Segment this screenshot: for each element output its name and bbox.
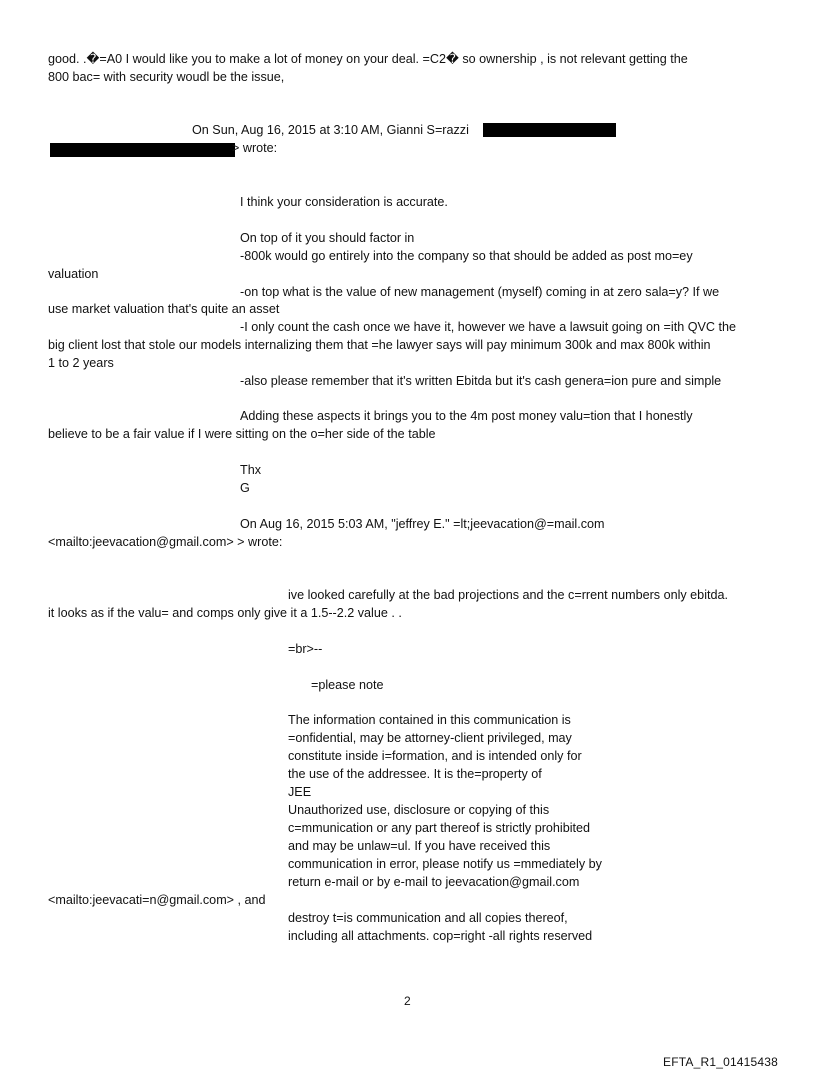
reply1-paragraph: I think your consideration is accurate. (240, 195, 448, 209)
disclaimer-heading: =please note (311, 678, 384, 692)
disclaimer-line: and may be unlaw=ul. If you have received this (288, 839, 551, 853)
redaction-block (483, 123, 616, 137)
header-line-1: good. .�=A0 I would like you to make a lot of money on your deal. =C2� so ownership , is not relevant getting the (48, 52, 688, 66)
reply1-paragraph: -800k would go entirely into the company so that should be added as post mo=ey (240, 249, 693, 263)
reply1-paragraph: -I only count the cash once we have it, however we have a lawsuit going on =ith QVC the (240, 320, 736, 334)
reply1-signature: G (240, 481, 250, 495)
disclaimer-line: Unauthorized use, disclosure or copying of this (288, 803, 550, 817)
bates-number: EFTA_R1_01415438 (663, 1055, 779, 1069)
reply2-paragraph: it looks as if the valu= and comps only give it a 1.5--2.2 value . . (48, 606, 402, 620)
disclaimer-line: including all attachments. cop=right -all rights reserved (288, 929, 593, 943)
reply1-paragraph: -on top what is the value of new management (myself) coming in at zero sala=y? If we (240, 285, 720, 299)
reply2-wrote: <mailto:jeevacation@gmail.com> > wrote: (48, 535, 283, 549)
disclaimer-line: communication in error, please notify us =mmediately by (288, 857, 602, 871)
reply2-paragraph: ive looked carefully at the bad projections and the c=rrent numbers only ebitda. (288, 588, 728, 602)
disclaimer-line: =onfidential, may be attorney-client privileged, may (288, 731, 572, 745)
reply1-paragraph: On top of it you should factor in (240, 231, 415, 245)
reply1-paragraph: big client lost that stole our models internalizing them that =he lawyer says will pay minimum 300k and max 800k within (48, 338, 711, 352)
disclaimer-line: constitute inside i=formation, and is intended only for (288, 749, 582, 763)
reply1-paragraph: 1 to 2 years (48, 356, 114, 370)
disclaimer-line: c=mmunication or any part thereof is strictly prohibited (288, 821, 591, 835)
header-line-2: 800 bac= with security woudl be the issue, (48, 70, 285, 84)
reply1-signoff: Thx (240, 463, 261, 477)
disclaimer-line: <mailto:jeevacati=n@gmail.com> , and (48, 893, 266, 907)
page-number: 2 (404, 994, 411, 1008)
disclaimer-line: return e-mail or by e-mail to jeevacation@gmail.com (288, 875, 580, 889)
reply1-paragraph: Adding these aspects it brings you to the 4m post money valu=tion that I honestly (240, 409, 693, 423)
reply1-paragraph: -also please remember that it's written Ebitda but it's cash genera=ion pure and simple (240, 374, 722, 388)
reply1-paragraph: valuation (48, 267, 99, 281)
reply2-attribution: On Aug 16, 2015 5:03 AM, "jeffrey E." =lt;jeevacation@=mail.com (240, 517, 605, 531)
redaction-block (50, 143, 235, 157)
reply1-attribution: On Sun, Aug 16, 2015 at 3:10 AM, Gianni S=razzi (192, 123, 469, 137)
reply2-separator: =br>-- (288, 642, 323, 656)
reply1-wrote: > wrote: (232, 141, 278, 155)
reply1-paragraph: use market valuation that's quite an asset (48, 302, 280, 316)
disclaimer-line: the use of the addressee. It is the=property of (288, 767, 542, 781)
reply1-paragraph: believe to be a fair value if I were sitting on the o=her side of the table (48, 427, 436, 441)
disclaimer-line: destroy t=is communication and all copies thereof, (288, 911, 568, 925)
disclaimer-line: JEE (288, 785, 312, 799)
disclaimer-line: The information contained in this communication is (288, 713, 571, 727)
